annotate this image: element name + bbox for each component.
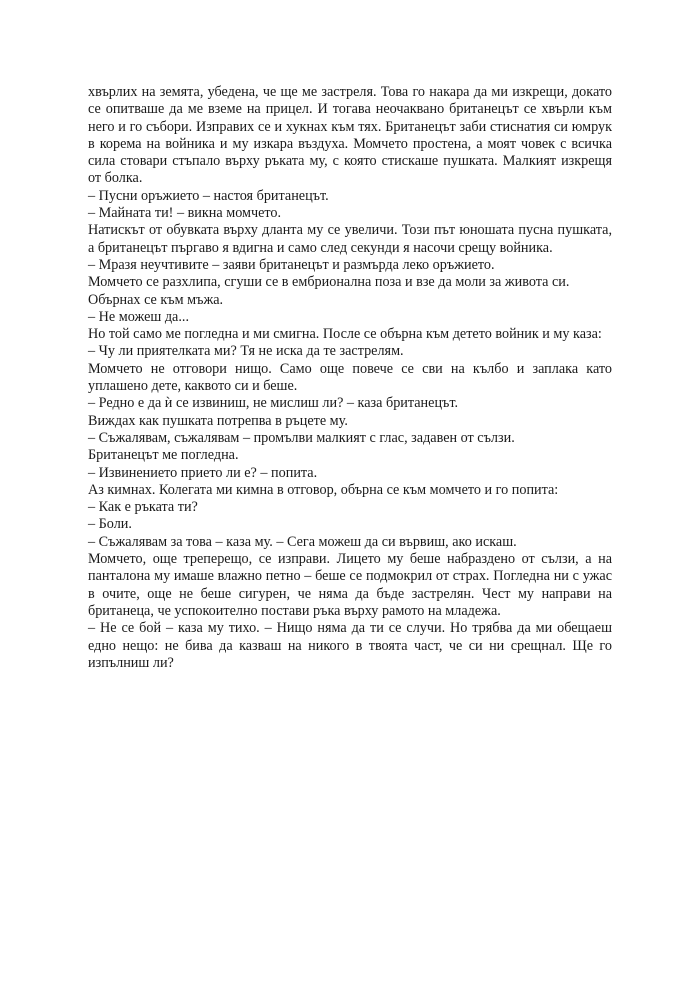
paragraph: – Чу ли приятелката ми? Тя не иска да те застрелям. <box>88 343 404 360</box>
paragraph: Британецът ме погледна. <box>88 447 239 464</box>
paragraph: – Мразя неучтивите – заяви британецът и размърда леко оръжието. <box>88 256 495 273</box>
paragraph: хвърлих на земята, убедена, че ще ме застреля. Това го накара да ми изкрещи, докато се опитваше да ме вземе на прицел. И тогава неочаквано британецът се хвърли към него и го събори. Изправих се и хукнах към тях. Британецът заби стиснатия си юмрук в корема на войника и му изкара въздуха. Момчето простена, а моят човек с всичка сила стовари стъпало върху ръката му, с която стискаше пушката. Малкият изкрещя от болка. <box>88 84 612 187</box>
paragraph: – Съжалявам за това – каза му. – Сега можеш да си вървиш, ако искаш. <box>88 533 517 550</box>
paragraph: – Съжалявам, съжалявам – промълви малкият с глас, задавен от сълзи. <box>88 429 515 446</box>
paragraph: Натискът от обувката върху дланта му се увеличи. Този път юношата пусна пушката, а британецът пъргаво я вдигна и само след секунди я насочи срещу войника. <box>88 222 612 256</box>
paragraph: – Майната ти! – викна момчето. <box>88 205 282 222</box>
paragraph: – Редно е да ѝ се извиниш, не мислиш ли? – каза британецът. <box>88 395 459 412</box>
paragraph: – Боли. <box>88 516 132 533</box>
paragraph: Момчето се разхлипа, сгуши се в ембрионална поза и взе да моли за живота си. <box>88 274 570 291</box>
paragraph: – Как е ръката ти? <box>88 499 198 516</box>
paragraph: Но той само ме погледна и ми смигна. После се обърна към детето войник и му каза: <box>88 326 602 343</box>
paragraph: – Извинението прието ли е? – попита. <box>88 464 318 481</box>
paragraph: Момчето не отговори нищо. Само още повече се сви на кълбо и заплака като уплашено дете, каквото си и беше. <box>88 360 612 395</box>
paragraph: Обърнах се към мъжа. <box>88 291 224 308</box>
paragraph: – Не можеш да... <box>88 308 189 325</box>
paragraph: Виждах как пушката потрепва в ръцете му. <box>88 412 348 429</box>
paragraph: Момчето, още треперещо, се изправи. Лицето му беше набраздено от сълзи, а на панталона му имаше влажно петно – беше се подмокрил от страх. Погледна ни с ужас в очите, още не беше сигурен, че няма да бъде застрелян. Чест му направи на британеца, че успокоително постави ръка върху рамото на младежа. <box>88 551 612 619</box>
paragraph: – Не се бой – каза му тихо. – Нищо няма да ти се случи. Но трябва да ми обещаеш едно нещо: не бива да казваш на никого в твоята част, че си ни срещнал. Ще го изпълниш ли? <box>88 620 612 671</box>
paragraph: Аз кимнах. Колегата ми кимна в отговор, обърна се към момчето и го попита: <box>88 481 559 498</box>
body-text <box>88 84 612 672</box>
paragraph: – Пусни оръжието – настоя британецът. <box>88 187 329 204</box>
